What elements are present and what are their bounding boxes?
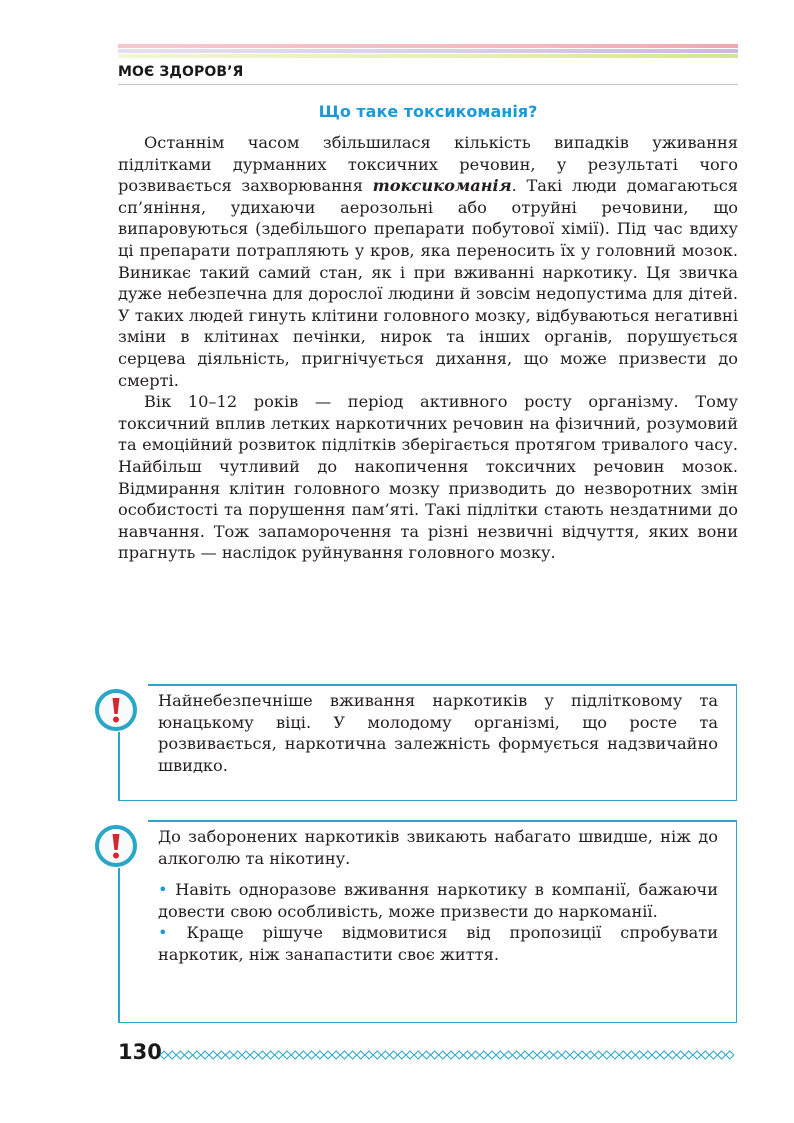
bullet-icon: • xyxy=(158,880,168,900)
exclamation-icon xyxy=(94,824,138,868)
page-heading: Що таке токсикоманія? xyxy=(318,102,538,121)
warning-text-1: Найнебезпечніше вживання наркотиків у підлітковому та юнацькому віці. У молодому організмі, що росте та розвивається, наркотична залежність формується надзвичайно швидко. xyxy=(158,691,718,775)
exclamation-icon xyxy=(94,688,138,732)
header-stripes xyxy=(118,44,738,59)
section-label: МОЄ ЗДОРОВ’Я xyxy=(118,64,244,80)
warning-box-1 xyxy=(118,684,737,801)
diamond-ornament xyxy=(160,1049,738,1061)
section-rule xyxy=(118,84,738,85)
list-item: • Краще рішуче відмовитися від пропозиції спробувати наркотик, ніж занапастити своє життя. xyxy=(158,923,718,964)
paragraph-1: Останнім часом збільшилася кількість випадків уживання підлітками дурманних токсичних речовин, у результаті чого розвивається захворювання токсикоманія. Такі люди домагаються сп’яніння, удихаючи аерозольні або отруйні речовини, що випаровуються (здебільшого препарати побутової хімії). Під час вдиху ці препарати потрапляють у кров, яка переносить їх у головний мозок. Виникає такий самий стан, як і при вживанні наркотику. Ця звичка дуже небезпечна для дорослої людини й зовсім недопустима для дітей. У таких людей гинуть клітини головного мозку, відбуваються негативні зміни в клітинах печінки, нирок та інших органів, порушується серцева діяльність, пригнічується дихання, що може призвести до смерті. xyxy=(118,133,738,390)
list-item: • Навіть одноразове вживання наркотику в компанії, бажаючи довести свою особливість, може призвести до наркоманії. xyxy=(158,880,718,921)
warning-box-2 xyxy=(118,820,737,1023)
main-text xyxy=(118,132,738,564)
paragraph-2: Вік 10–12 років — період активного росту організму. Тому токсичний вплив летких наркотичних речовин на фізичний, розумовий та емоційний розвиток підлітків зберігається протягом тривалого часу. Найбільш чутливий до накопичення токсичних речовин мозок. Відмирання клітин головного мозку призводить до незворотних змін особистості та порушення пам’яті. Такі підлітки стають нездатними до навчання. Тож запаморочення та різні незвичні відчуття, яких вони прагнуть — наслідок руйнування головного мозку. xyxy=(118,392,738,563)
warning-text-2: До заборонених наркотиків звикають набагато швидше, ніж до алкоголю та нікотину. xyxy=(158,827,718,868)
term-toxicomania: токсикоманія xyxy=(372,176,512,196)
bullet-icon: • xyxy=(158,923,168,943)
page-number: 130 xyxy=(118,1040,162,1064)
